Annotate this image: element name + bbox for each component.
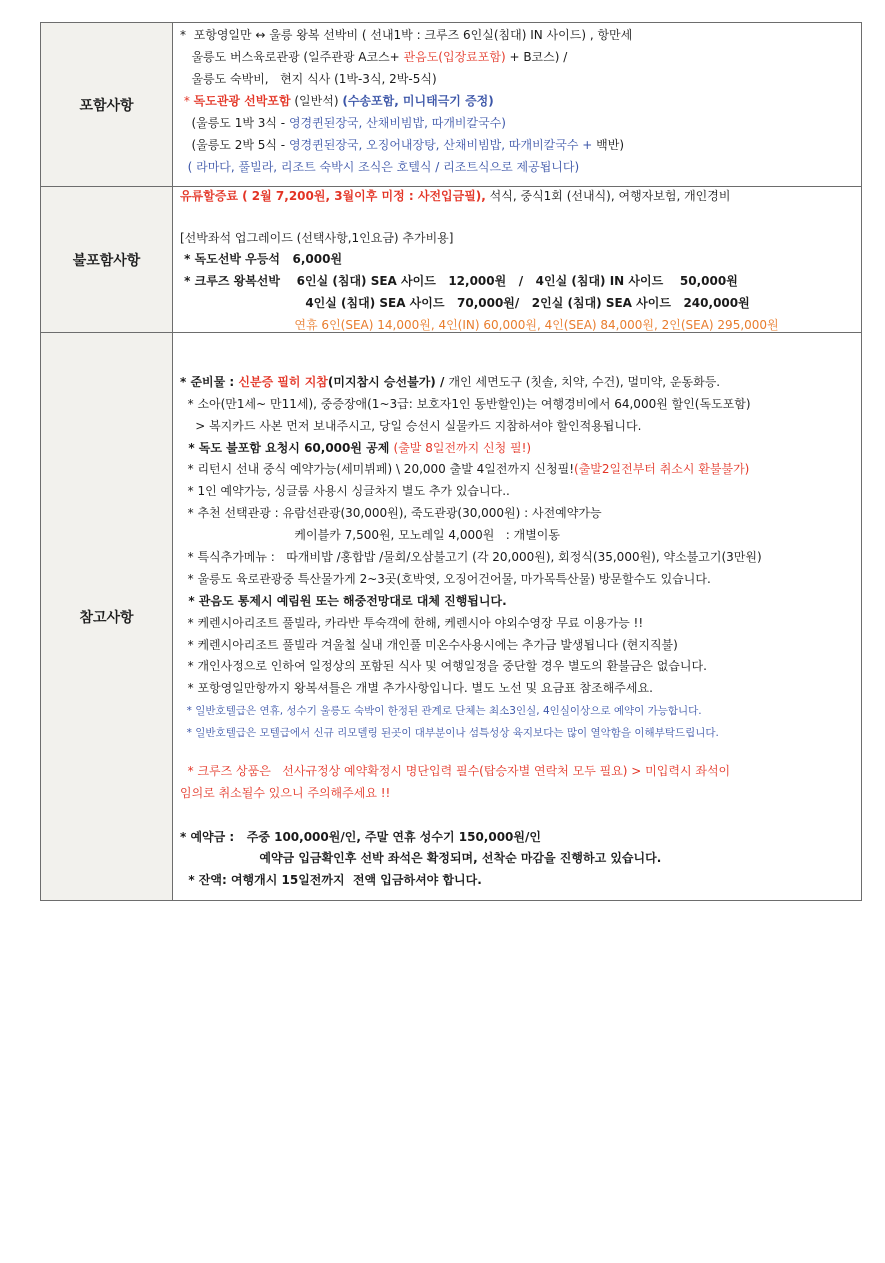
text-line [180, 550, 762, 564]
text-line [180, 50, 567, 64]
text-segment: * 관음도 통제시 예림원 또는 해중전망대로 대체 진행됩니다. [180, 594, 507, 608]
text-segment: 연휴 6인(SEA) 14,000원, 4인(IN) 60,000원, 4인(SEA) 84,000원, 2인(SEA) 295,000원 [180, 318, 779, 332]
text-segment: 영경퀸된장국, 오징어내장탕, 산채비빔밥, 따개비칼국수 + [288, 138, 597, 152]
info-table [40, 22, 862, 901]
text-line [180, 681, 653, 695]
text-segment: * 1인 예약가능, 싱글룸 사용시 싱글차지 별도 추가 있습니다.. [180, 484, 510, 498]
text-line [180, 397, 751, 411]
text-line [180, 528, 560, 542]
text-line [180, 318, 779, 332]
row-content [174, 23, 861, 186]
row-content [174, 333, 861, 900]
text-segment: * 포항영일만항까지 왕복셔틀은 개별 추가사항입니다. 별도 노선 및 요금표 참조해주세요. [180, 681, 653, 695]
text-segment: (일반석) [290, 94, 343, 108]
text-line [180, 462, 749, 476]
text-segment: * 독도선박 우등석 6,000원 [180, 252, 343, 266]
text-segment: * 소아(만1세~ 만11세), 중증장애(1~3급: 보호자1인 동반할인)는 여행경비에서 64,000원 할인(독도포함) [180, 397, 751, 411]
text-segment: ( 라마다, 풀빌라, 리조트 숙박시 조식은 호텔식 / 리조트식으로 제공됩니다) [180, 160, 580, 174]
text-segment: 예약금 입금확인후 선박 좌석은 확정되며, 선착순 마감을 진행하고 있습니다. [180, 851, 662, 865]
text-line [180, 28, 632, 42]
text-segment: (출발 8일전까지 신청 필!) [393, 441, 532, 455]
text-line [180, 638, 678, 652]
text-segment: + B코스) / [505, 50, 568, 64]
text-segment: * 일반호텔급은 연휴, 성수기 울릉도 숙박이 한정된 관계로 단체는 최소3인실, 4인실이상으로 예약이 가능합니다. [180, 705, 702, 717]
text-segment: * 울릉도 육로관광중 특산물가게 2~3곳(호박엿, 오징어건어물, 마가목특산물) 방문할수도 있습니다. [180, 572, 711, 586]
text-line [180, 873, 482, 887]
text-segment: 관음도(입장료포함) [403, 50, 506, 64]
text-segment: 독도관광 선박포함 [193, 94, 291, 108]
text-line [180, 703, 702, 718]
text-segment: * [180, 94, 194, 108]
text-line [180, 160, 579, 174]
text-segment: 유류할증료 ( 2월 7,200원, 3월이후 미정 : 사전입금필), [180, 189, 486, 203]
text-segment: 신분증 필히 지참 [238, 375, 328, 389]
row-header: 포함사항 [41, 23, 173, 186]
text-line [180, 725, 719, 740]
text-line [180, 830, 541, 844]
text-segment: * 잔액: 여행개시 15일전까지 전액 입금하셔야 합니다. [180, 873, 482, 887]
text-segment: 4인실 (침대) SEA 사이드 70,000원/ 2인실 (침대) SEA 사이드 240,000원 [180, 296, 750, 310]
text-segment: 석식, 중식1회 (선내식), 여행자보험, 개인경비 [485, 189, 731, 203]
text-segment: 백반) [596, 138, 625, 152]
text-segment: * 크루즈 상품은 선사규정상 예약확정시 명단입력 필수(탑승자별 연락처 모두 필요) > 미입력시 좌석이 [180, 764, 731, 778]
text-segment: > 복지카드 사본 먼저 보내주시고, 당일 승선시 실물카드 지참하셔야 할인적용됩니다. [180, 419, 642, 433]
text-line [180, 252, 342, 266]
text-segment: * 케렌시아리조트 풀빌라, 카라반 투숙객에 한해, 케렌시아 야외수영장 무료 이용가능 !! [180, 616, 644, 630]
text-segment: * 케렌시아리조트 풀빌라 겨울철 실내 개인풀 미온수사용시에는 추가금 발생됩니다 (현지직불) [180, 638, 678, 652]
text-segment: * 독도 불포함 요청시 60,000원 공제 [180, 441, 394, 455]
text-segment: 영경퀸된장국, 산채비빔밥, 따개비칼국수) [288, 116, 506, 130]
text-segment: (출발2일전부터 취소시 환불불가) [574, 462, 750, 476]
text-line [180, 616, 643, 630]
text-line [180, 189, 730, 203]
text-segment: * 준비물 : [180, 375, 239, 389]
text-line [180, 851, 661, 865]
text-segment: 임의로 취소될수 있으니 주의해주세요 !! [180, 786, 391, 800]
text-line [180, 274, 738, 288]
row-header: 불포함사항 [41, 187, 173, 332]
text-segment: * 리턴시 선내 중식 예약가능(세미뷔페) \ 20,000 출발 4일전까지 신청필! [180, 462, 575, 476]
text-segment: 케이블카 7,500원, 모노레일 4,000원 : 개별이동 [180, 528, 560, 542]
text-segment: * 개인사정으로 인하여 일정상의 포함된 식사 및 여행일정을 중단할 경우 별도의 환불금은 없습니다. [180, 659, 707, 673]
text-line [180, 764, 730, 778]
text-line [180, 659, 707, 673]
text-line [180, 138, 624, 152]
notes-row [41, 333, 861, 900]
text-segment: * 포항영일만 ↔ 울릉 왕복 선박비 ( 선내1박 : 크루즈 6인실(침대) IN 사이드) , 항만세 [180, 28, 633, 42]
row-content [174, 187, 861, 332]
text-segment: * 특식추가메뉴 : 따개비밥 /홍합밥 /물회/오삼불고기 (각 20,000원), 회정식(35,000원), 약소불고기(3만원) [180, 550, 762, 564]
row-header: 참고사항 [41, 333, 173, 900]
text-segment: [선박좌석 업그레이드 (선택사항,1인요금) 추가비용] [180, 231, 454, 245]
text-line [180, 296, 750, 310]
text-segment: 울릉도 버스육로관광 (일주관광 A코스+ [180, 50, 404, 64]
text-segment: * 크루즈 왕복선박 6인실 (침대) SEA 사이드 12,000원 / 4인실 (침대) IN 사이드 50,000원 [180, 274, 738, 288]
text-line [180, 94, 494, 108]
text-line [180, 572, 711, 586]
text-line [180, 375, 720, 389]
text-segment: * 일반호텔급은 모텔급에서 신규 리모델링 된곳이 대부분이나 섬특성상 육지보다는 많이 열악함을 이해부탁드립니다. [180, 727, 719, 739]
text-line [180, 506, 602, 520]
text-segment: * 예약금 : 주중 100,000원/인, 주말 연휴 성수기 150,000원/인 [180, 830, 541, 844]
text-line [180, 231, 453, 245]
text-segment: 울릉도 숙박비, 현지 식사 (1박-3식, 2박-5식) [180, 72, 437, 86]
text-line [180, 484, 510, 498]
text-line [180, 116, 506, 130]
text-segment: (울릉도 1박 3식 - [180, 116, 289, 130]
text-segment: * 추천 선택관광 : 유람선관광(30,000원), 죽도관광(30,000원) : 사전예약가능 [180, 506, 602, 520]
included-row [41, 23, 861, 187]
text-segment: (수송포함, 미니태극기 증정) [342, 94, 494, 108]
text-segment: (미지참시 승선불가) / [327, 375, 449, 389]
text-line [180, 72, 437, 86]
text-line [180, 786, 390, 800]
text-line [180, 594, 507, 608]
text-line [180, 441, 531, 455]
text-segment: 개인 세면도구 (칫솔, 치약, 수건), 멀미약, 운동화등. [448, 375, 721, 389]
text-line [180, 419, 641, 433]
excluded-row [41, 187, 861, 333]
text-segment: (울릉도 2박 5식 - [180, 138, 289, 152]
